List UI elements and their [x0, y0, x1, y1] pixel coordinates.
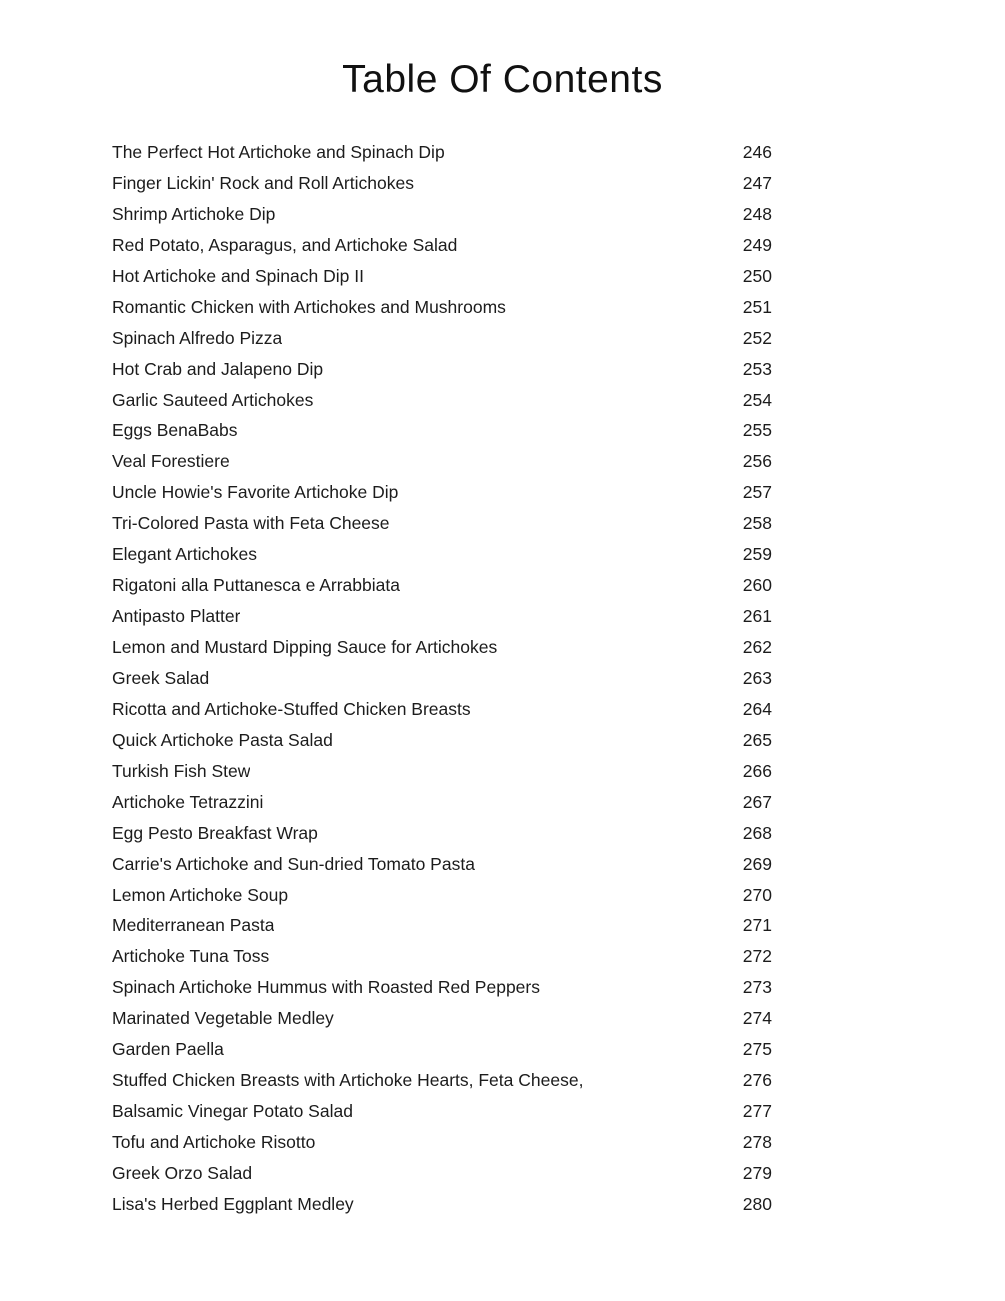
toc-entry-page-number: 249 [742, 234, 772, 255]
toc-entry-title: Uncle Howie's Favorite Artichoke Dip [112, 482, 399, 503]
toc-entry [112, 137, 772, 168]
toc-entry [112, 756, 772, 787]
toc-entry-page-number: 256 [742, 451, 772, 472]
toc-entry [112, 446, 772, 477]
toc-entry-title: Tri-Colored Pasta with Feta Cheese [112, 513, 390, 534]
toc-entry-page-number: 272 [742, 946, 772, 967]
toc-entry-page-number: 261 [742, 606, 772, 627]
toc-entry-page-number: 247 [742, 172, 772, 193]
toc-entry [112, 880, 772, 911]
toc-entry-title: Red Potato, Asparagus, and Artichoke Salad [112, 234, 458, 255]
toc-entry-page-number: 262 [742, 637, 772, 657]
toc-entry-title: Egg Pesto Breakfast Wrap [112, 822, 318, 843]
toc-entry-page-number: 276 [742, 1070, 772, 1091]
toc-entry [112, 1034, 772, 1065]
toc-entry-page-number: 280 [742, 1193, 772, 1214]
toc-entry-title: Artichoke Tetrazzini [112, 791, 264, 812]
toc-entry [112, 1127, 772, 1158]
toc-entry-title: Spinach Alfredo Pizza [112, 327, 283, 348]
toc-entry [112, 1158, 772, 1189]
toc-entry-page-number: 274 [742, 1008, 772, 1029]
toc-entry-page-number: 264 [742, 698, 772, 719]
toc-entry-page-number: 269 [742, 853, 772, 874]
toc-entry [112, 508, 772, 539]
toc-entry-page-number: 266 [742, 760, 772, 781]
toc-entry-title: Carrie's Artichoke and Sun-dried Tomato Pasta [112, 853, 475, 874]
toc-entry [112, 570, 772, 601]
toc-entry-page-number: 265 [742, 729, 772, 750]
toc-entry-page-number: 250 [742, 265, 772, 286]
toc-entry-title: Garlic Sauteed Artichokes [112, 389, 314, 410]
toc-entry-title: Lisa's Herbed Eggplant Medley [112, 1193, 354, 1214]
toc-entry [112, 787, 772, 818]
toc-entry-title: Tofu and Artichoke Risotto [112, 1132, 316, 1152]
toc-entry [112, 323, 772, 354]
toc-entry-page-number: 263 [742, 667, 772, 688]
toc-entry [112, 168, 772, 199]
toc-entry-title: Antipasto Platter [112, 606, 241, 627]
toc-entry [112, 601, 772, 632]
toc-entry-title: Eggs BenaBabs [112, 420, 238, 441]
toc-entry-title: Rigatoni alla Puttanesca e Arrabbiata [112, 575, 400, 596]
toc-entry [112, 1003, 772, 1034]
toc-entry-title: Lemon Artichoke Soup [112, 884, 289, 905]
toc-entry-title: Hot Artichoke and Spinach Dip II [112, 265, 364, 286]
toc-entry-title: The Perfect Hot Artichoke and Spinach Dip [112, 142, 445, 162]
toc-entry [112, 477, 772, 508]
toc-entry-title: Greek Salad [112, 667, 210, 688]
toc-entry-page-number: 260 [742, 575, 772, 596]
toc-entry-title: Stuffed Chicken Breasts with Artichoke Hearts, Feta Cheese, [112, 1070, 584, 1091]
page-title: Table Of Contents [342, 58, 663, 101]
toc-entry-title: Turkish Fish Stew [112, 760, 251, 781]
toc-entry-page-number: 267 [742, 791, 772, 812]
toc-entry [112, 1189, 772, 1220]
toc-entry-title: Elegant Artichokes [112, 544, 257, 565]
toc-entry-page-number: 271 [742, 915, 772, 936]
toc-entry-page-number: 253 [742, 358, 772, 379]
toc-entry [112, 292, 772, 323]
toc-entry [112, 910, 772, 941]
toc-entry [112, 539, 772, 570]
toc-entry-title: Garden Paella [112, 1039, 224, 1060]
toc-entry-title: Balsamic Vinegar Potato Salad [112, 1101, 353, 1122]
toc-entry-page-number: 251 [742, 296, 772, 317]
toc-entry [112, 261, 772, 292]
toc-entry [112, 694, 772, 725]
toc-entry-page-number: 254 [742, 389, 772, 410]
toc-entry-title: Quick Artichoke Pasta Salad [112, 729, 333, 750]
toc-entry [112, 1096, 772, 1127]
toc-entry-page-number: 268 [742, 822, 772, 843]
toc-entry-title: Veal Forestiere [112, 451, 230, 472]
toc-entry [112, 415, 772, 446]
toc-entry-title: Spinach Artichoke Hummus with Roasted Red Peppers [112, 977, 540, 998]
toc-entry [112, 632, 772, 663]
toc-entry-title: Artichoke Tuna Toss [112, 946, 270, 967]
toc-entry-page-number: 248 [742, 203, 772, 224]
toc-entry-page-number: 258 [742, 513, 772, 534]
toc-entry-title: Greek Orzo Salad [112, 1162, 253, 1183]
toc-entry-page-number: 278 [742, 1132, 772, 1152]
toc-list [112, 137, 772, 1220]
toc-entry-title: Mediterranean Pasta [112, 915, 275, 936]
toc-entry-title: Marinated Vegetable Medley [112, 1008, 334, 1029]
toc-entry [112, 972, 772, 1003]
toc-entry [112, 941, 772, 972]
toc-entry [112, 725, 772, 756]
toc-entry [112, 230, 772, 261]
toc-entry [112, 385, 772, 416]
toc-entry-title: Finger Lickin' Rock and Roll Artichokes [112, 172, 414, 193]
toc-entry-page-number: 252 [742, 327, 772, 348]
toc-entry [112, 818, 772, 849]
toc-entry-page-number: 275 [742, 1039, 772, 1060]
toc-entry-page-number: 273 [742, 977, 772, 998]
toc-entry [112, 199, 772, 230]
toc-entry-page-number: 259 [742, 544, 772, 565]
toc-entry-page-number: 279 [742, 1162, 772, 1183]
toc-entry-page-number: 257 [742, 482, 772, 503]
toc-entry-title: Hot Crab and Jalapeno Dip [112, 358, 324, 379]
toc-entry-page-number: 255 [742, 420, 772, 441]
toc-entry-page-number: 246 [742, 142, 772, 162]
toc-entry [112, 1065, 772, 1096]
toc-entry [112, 849, 772, 880]
toc-entry-page-number: 277 [742, 1101, 772, 1122]
toc-entry-title: Romantic Chicken with Artichokes and Mushrooms [112, 296, 506, 317]
toc-entry-title: Ricotta and Artichoke-Stuffed Chicken Breasts [112, 698, 471, 719]
toc-entry-title: Lemon and Mustard Dipping Sauce for Artichokes [112, 637, 498, 657]
toc-entry [112, 663, 772, 694]
toc-entry-page-number: 270 [742, 884, 772, 905]
toc-entry-title: Shrimp Artichoke Dip [112, 203, 276, 224]
toc-entry [112, 354, 772, 385]
